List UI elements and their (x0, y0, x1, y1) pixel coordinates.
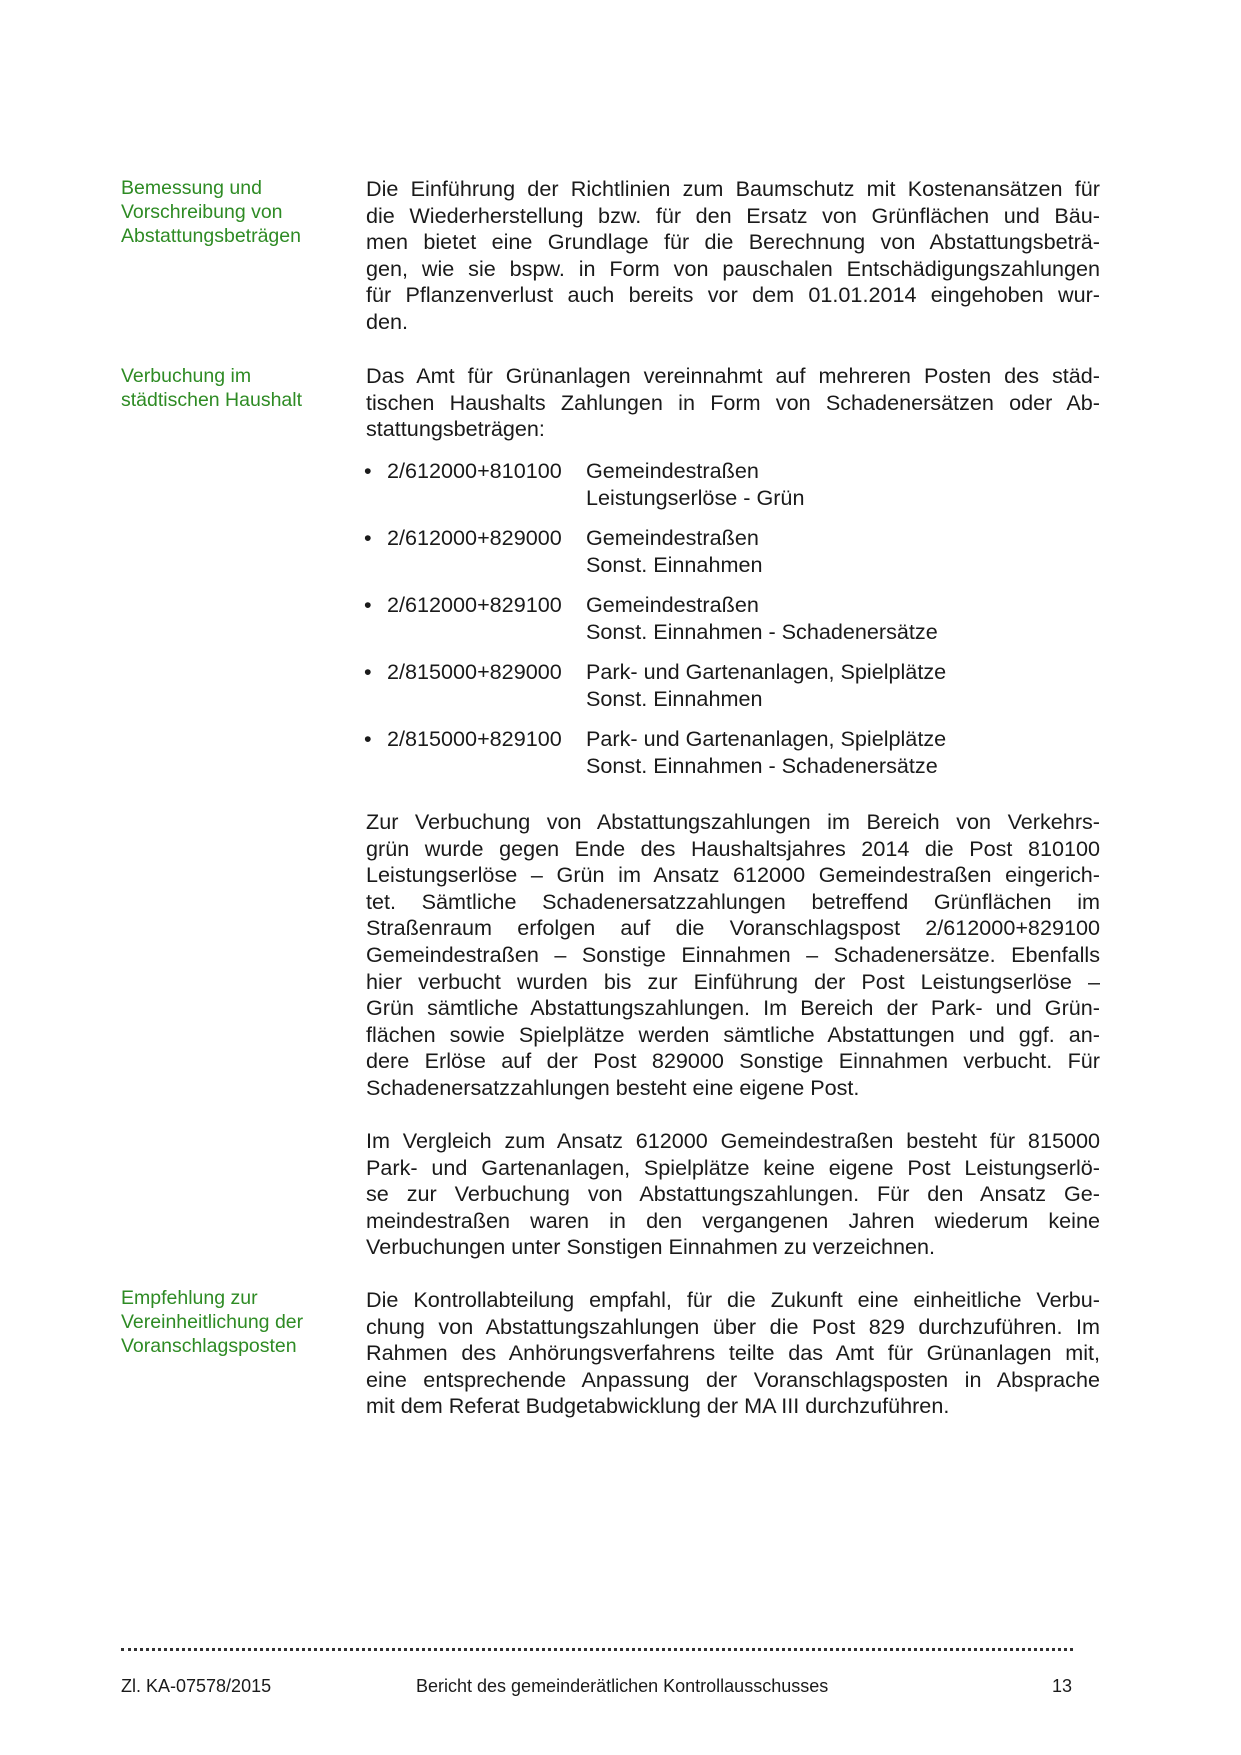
text-line: grün wurde gegen Ende des Haushaltsjahres 2014 die Post 810100 (366, 835, 1100, 861)
sidenote-line: Bemessung und (121, 177, 262, 199)
footer-divider (121, 1648, 1073, 1651)
post-code: 2/612000+829100 (387, 592, 562, 617)
bullet-icon: • (364, 525, 372, 550)
text-line: Schadenersatzzahlungen besteht eine eigene Post. (366, 1074, 860, 1100)
bullet-icon: • (364, 659, 372, 684)
text-line: Verbuchungen unter Sonstigen Einnahmen zu verzeichnen. (366, 1234, 936, 1260)
post-line1: Gemeindestraßen (586, 592, 759, 617)
sidenote-bemessung (121, 176, 331, 248)
text-line: meindestraßen waren in den vergangenen Jahren wiederum keine (366, 1207, 1100, 1233)
text-line: se zur Verbuchung von Abstattungszahlungen. Für den Ansatz Ge- (366, 1181, 1100, 1207)
text-line: Zur Verbuchung von Abstattungszahlungen im Bereich von Verkehrs- (366, 809, 1100, 834)
text-line: eine entsprechende Anpassung der Voranschlagsposten in Absprache (366, 1366, 1100, 1392)
sidenote-line: Abstattungsbeträgen (121, 225, 301, 247)
post-description (586, 659, 946, 712)
paragraph-bemessung (366, 176, 1100, 336)
post-code: 2/815000+829100 (387, 726, 562, 751)
text-line: flächen sowie Spielplätze werden sämtliche Abstattungen und ggf. an- (366, 1021, 1100, 1047)
paragraph-verbuchung-details (366, 809, 1100, 1102)
text-line: die Wiederherstellung bzw. für den Ersatz von Grünflächen und Bäu- (366, 202, 1100, 228)
text-line: Leistungserlöse – Grün im Ansatz 612000 Gemeindestraßen eingerich- (366, 862, 1100, 888)
text-line: mit dem Referat Budgetabwicklung der MA III durchzuführen. (366, 1393, 950, 1419)
list-item (364, 659, 1104, 726)
text-line: tet. Sämtliche Schadenersatzzahlungen betreffend Grünflächen im (366, 888, 1100, 914)
text-line: Grün sämtliche Abstattungszahlungen. Im Bereich der Park- und Grün- (366, 995, 1100, 1021)
text-line: men bietet eine Grundlage für die Berechnung von Abstattungsbeträ- (366, 229, 1100, 255)
post-line2: Sonst. Einnahmen - Schadenersätze (586, 752, 938, 778)
list-item (364, 592, 1104, 659)
text-line: Rahmen des Anhörungsverfahrens teilte das Amt für Grünanlagen mit, (366, 1340, 1100, 1366)
post-description (586, 458, 804, 511)
sidenote-verbuchung (121, 364, 331, 412)
list-item (364, 726, 1104, 793)
text-line: Im Vergleich zum Ansatz 612000 Gemeindestraßen besteht für 815000 (366, 1128, 1100, 1153)
text-line: gen, wie sie bspw. in Form von pauschalen Entschädigungszahlungen (366, 255, 1100, 281)
post-code: 2/612000+810100 (387, 458, 562, 483)
text-line: stattungsbeträgen: (366, 416, 545, 442)
post-description (586, 726, 946, 779)
footer-title: Bericht des gemeinderätlichen Kontrollausschusses (416, 1676, 829, 1696)
bullet-icon: • (364, 458, 372, 483)
post-code: 2/612000+829000 (387, 525, 562, 550)
paragraph-empfehlung (366, 1287, 1100, 1420)
sidenote-line: städtischen Haushalt (121, 389, 303, 411)
post-description (586, 525, 762, 578)
post-line1: Park- und Gartenanlagen, Spielplätze (586, 659, 947, 684)
text-line: Park- und Gartenanlagen, Spielplätze keine eigene Post Leistungserlö- (366, 1154, 1100, 1180)
text-line: chung von Abstattungszahlungen über die Post 829 durchzuführen. Im (366, 1313, 1100, 1339)
list-item (364, 458, 1104, 525)
sidenote-empfehlung (121, 1286, 331, 1358)
bullet-icon: • (364, 726, 372, 751)
post-line2: Leistungserlöse - Grün (586, 484, 805, 510)
text-line: für Pflanzenverlust auch bereits vor dem 01.01.2014 eingehoben wur- (366, 282, 1100, 308)
page-number: 13 (1052, 1676, 1073, 1696)
posts-list (364, 458, 1104, 793)
text-line: Die Kontrollabteilung empfahl, für die Zukunft eine einheitliche Verbu- (366, 1287, 1100, 1312)
sidenote-line: Vorschreibung von (121, 201, 283, 223)
text-line: Die Einführung der Richtlinien zum Baumschutz mit Kostenansätzen für (366, 176, 1100, 201)
footer-reference: Zl. KA-07578/2015 (121, 1676, 272, 1696)
paragraph-vergleich (366, 1128, 1100, 1261)
sidenote-line: Verbuchung im (121, 365, 252, 387)
post-line1: Gemeindestraßen (586, 525, 759, 550)
text-line: Straßenraum erfolgen auf die Voranschlagspost 2/612000+829100 (366, 915, 1100, 941)
sidenote-line: Vereinheitlichung der (121, 1311, 304, 1333)
list-item (364, 525, 1104, 592)
post-line1: Gemeindestraßen (586, 458, 759, 483)
post-description (586, 592, 938, 645)
post-code: 2/815000+829000 (387, 659, 562, 684)
sidenote-line: Voranschlagsposten (121, 1335, 297, 1357)
post-line2: Sonst. Einnahmen (586, 551, 763, 577)
sidenote-line: Empfehlung zur (121, 1287, 258, 1309)
text-line: Das Amt für Grünanlagen vereinnahmt auf mehreren Posten des städ- (366, 363, 1100, 388)
text-line: hier verbucht wurden bis zur Einführung der Post Leistungserlöse – (366, 968, 1100, 994)
text-line: tischen Haushalts Zahlungen in Form von Schadenersätzen oder Ab- (366, 389, 1100, 415)
post-line1: Park- und Gartenanlagen, Spielplätze (586, 726, 947, 751)
bullet-icon: • (364, 592, 372, 617)
post-line2: Sonst. Einnahmen - Schadenersätze (586, 618, 938, 644)
post-line2: Sonst. Einnahmen (586, 685, 763, 711)
paragraph-verbuchung-intro (366, 363, 1100, 443)
text-line: Gemeindestraßen – Sonstige Einnahmen – Schadenersätze. Ebenfalls (366, 941, 1100, 967)
text-line: dere Erlöse auf der Post 829000 Sonstige Einnahmen verbucht. Für (366, 1048, 1100, 1074)
text-line: den. (366, 308, 409, 334)
